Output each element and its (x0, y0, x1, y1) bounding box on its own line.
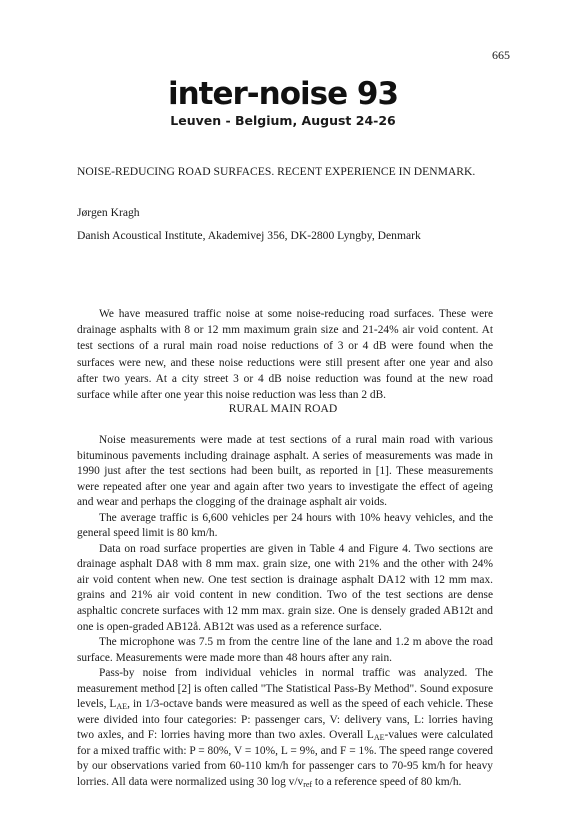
section-heading: RURAL MAIN ROAD (228, 402, 338, 415)
page-number: 665 (492, 48, 510, 62)
paragraph-text: , in 1/3-octave bands were measured as well as the speed of each vehicle. These were divided into four categories: P: passenger cars, V: delivery vans, L: lorries having two axles, and F: lorries having more than two axles. Overall L (77, 698, 493, 742)
paper-title: NOISE-REDUCING ROAD SURFACES. RECENT EXPERIENCE IN DENMARK. (77, 165, 476, 178)
subscript: AE (373, 733, 385, 743)
abstract-text: We have measured traffic noise at some noise-reducing road surfaces. These were drainage asphalts with 8 or 12 mm maximum grain size and 21-24% air void content. At test sections of a rural main road noise reductions of 3 or 4 dB were found when the surfaces were new, and these noise reductions were still present after one year and also after two years. At a city street 3 or 4 dB noise reduction was found at the new road surface while after one year this noise reduction was less than 2 dB. (77, 308, 493, 402)
abstract (77, 306, 493, 403)
paragraph-text: Pass-by noise from individual vehicles in normal traffic was analyzed. The measurement method [2] is often called "The Statistical Pass-By Method". Sound exposure levels, L (77, 667, 493, 711)
section-body (77, 433, 493, 791)
paragraph: The microphone was 7.5 m from the centre line of the lane and 1.2 m above the road surface. Measurements were made more than 48 hours after any rain. (77, 636, 493, 664)
subscript: ref (303, 780, 313, 790)
paragraph: Noise measurements were made at test sections of a rural main road with various bituminous pavements including drainage asphalt. A series of measurements was made in 1990 just after the test sections had been built, as reported in [1]. These measurements were repeated after one year and again after two years to investigate the effect of ageing and wear and perhaps the clogging of the drainage asphalt air voids. (77, 434, 493, 509)
subscript: AE (116, 702, 128, 712)
conference-location-date: Leuven - Belgium, August 24-26 (170, 113, 396, 128)
author-name: Jørgen Kragh (77, 206, 140, 219)
author-affiliation: Danish Acoustical Institute, Akademivej 356, DK-2800 Lyngby, Denmark (77, 229, 421, 242)
paragraph (77, 666, 493, 790)
paragraph: Data on road surface properties are given in Table 4 and Figure 4. Two sections are drainage asphalt DA8 with 8 mm max. grain size, one with 21% and the other with 24% air void content when new. One test section is drainage asphalt DA12 with 12 mm max. grains and 21% air void content in new condition. Two of the test sections are dense asphaltic concrete surfaces with 12 mm max. grain size. One is densely graded AB12t and one is open-graded AB12å. AB12t was used as a reference surface. (77, 542, 493, 633)
conference-logo: inter-noise 93 (167, 76, 399, 112)
paragraph-text: to a reference speed of 80 km/h. (312, 776, 462, 789)
paragraph: The average traffic is 6,600 vehicles per 24 hours with 10% heavy vehicles, and the general speed limit is 80 km/h. (77, 511, 493, 540)
paragraph-text: -values were calculated for a mixed traffic with: P = 80%, V = 10%, L = 9%, and F = 1%. The speed range covered by our observations varied from 60-110 km/h for passenger cars to 70-95 km/h for heavy lorries. All data were normalized using 30 log v/v (77, 729, 493, 789)
